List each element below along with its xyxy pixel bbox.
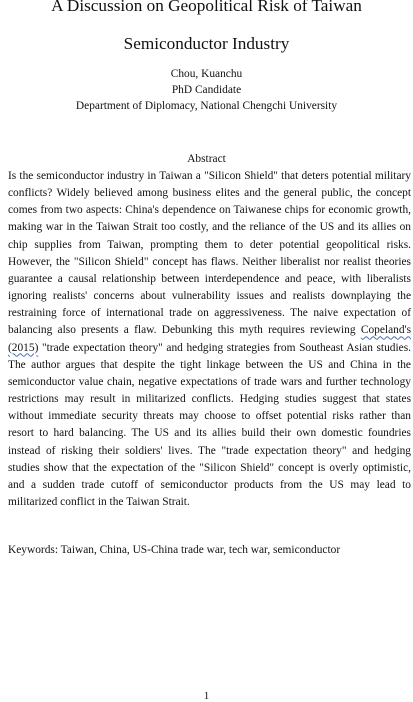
abstract-line-with-citation [8, 340, 411, 357]
citation-year: (2015) [8, 341, 39, 354]
abstract-line: semiconductor value chain, negative expectations of trade wars and further technology [8, 375, 411, 388]
page-number: 1 [203, 690, 210, 702]
abstract-line: and a sudden trade cutoff of semiconductor products from the US may lead to [8, 478, 411, 491]
abstract-heading: Abstract [187, 153, 226, 165]
abstract-line: restraining force of international trade on aggressiveness. The naive expectation of [8, 307, 411, 320]
paper-title-line-2: Semiconductor Industry [123, 34, 290, 53]
abstract-line-text: balancing also presents a flaw. Debunking this myth requires reviewing [8, 324, 361, 337]
abstract-line: conflicts? Widely believed among business elites and the general public, the concept [8, 187, 411, 200]
abstract-line: ignoring realists' concerns about vulnerability issues and realists downplaying the [8, 290, 411, 303]
abstract-line: The author argues that despite the tight linkage between the US and China in the [8, 358, 411, 371]
abstract-line: guarantee a causal relationship between interdependence and peace, with liberalists [8, 272, 411, 285]
abstract-line: comes from two aspects: China's dependence on Taiwanese chips for economic growth, [8, 204, 411, 217]
abstract-line: resort to hard balancing. The US and its allies build their own domestic foundries [8, 427, 411, 440]
abstract-line: studies show that the expectation of the "Silicon Shield" concept is overly optimistic, [8, 461, 411, 474]
author-affiliation: Department of Diplomacy, National Chengchi University [75, 100, 338, 112]
abstract-line-with-citation [8, 322, 411, 339]
abstract-line: restrictions may result in militarized conflicts. Hedging studies suggest that states [8, 393, 411, 406]
paper-title-line-1: A Discussion on Geopolitical Risk of Taiwan [51, 0, 362, 15]
author-name: Chou, Kuanchu [170, 68, 243, 80]
abstract-line-text: "trade expectation theory" and hedging strategies from Southeast Asian studies. [41, 341, 411, 354]
abstract-line: making war in the Taiwan Strait too costly, and the reliance of the US and its allies on [8, 221, 411, 234]
abstract-line: instead of risking their soldiers' lives. The "trade expectation theory" and hedging [8, 444, 411, 457]
citation-name: Copeland's [360, 324, 411, 337]
author-role: PhD Candidate [171, 84, 242, 96]
abstract-line: without immediate security threats may choose to offset potential risks rather than [8, 410, 411, 423]
abstract-line: Is the semiconductor industry in Taiwan a "Silicon Shield" that deters potential military [8, 170, 411, 182]
abstract-line: chip supplies from Taiwan, prompting them to deter potential geopolitical risks. [8, 238, 411, 251]
abstract-line: militarized conflict in the Taiwan Strait. [8, 495, 190, 508]
keywords-line: Keywords: Taiwan, China, US-China trade war, tech war, semiconductor [8, 544, 341, 556]
abstract-line: However, the "Silicon Shield" concept has flaws. Neither liberalist nor realist theories [8, 255, 411, 268]
abstract-body [8, 168, 411, 511]
